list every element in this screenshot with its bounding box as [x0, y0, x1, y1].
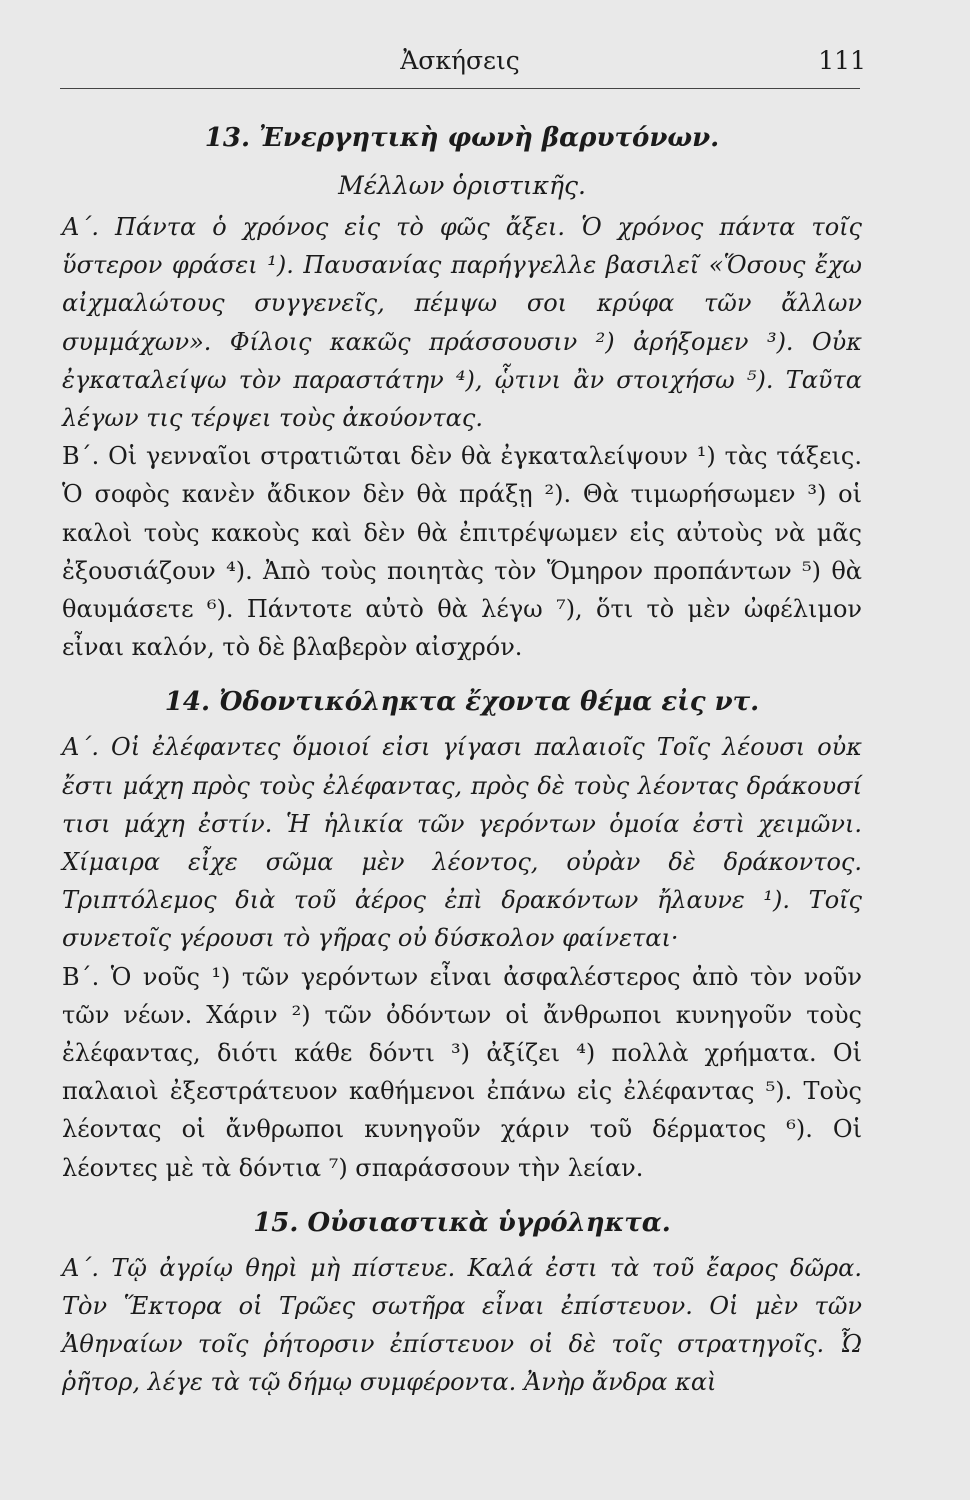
section-13-title: 13. Ἐνεργητικὴ φωνὴ βαρυτόνων.: [204, 123, 720, 153]
section-14-title: 14. Ὀδοντικόληκτα ἔχοντα θέμα εἰς ντ.: [164, 687, 760, 718]
page-header: [60, 40, 866, 89]
running-title: Ἀσκήσεις: [400, 46, 520, 75]
page-content: [62, 112, 862, 1402]
section-14-exercise-a: Α΄. Οἱ ἐλέφαντες ὅμοιοί εἰσι γίγασι παλαιοῖς Τοῖς λέουσι οὐκ ἔστι μάχη πρὸς τοὺς ἐλέφαντας, πρὸς δὲ τοὺς λέοντας δράκουσί τισι μάχη ἐστίν. Ἡ ἡλικία τῶν γερόντων ὁμοία ἐστὶ χειμῶνι. Χίμαιρα εἶχε σῶμα μὲν λέοντος, οὐρὰν δὲ δράκοντος. Τριπτόλεμος διὰ τοῦ ἀέρος ἐπὶ δρακόντων ἤλαυνε ¹). Τοῖς συνετοῖς γέρουσι τὸ γῆρας οὐ δύσκολον φαίνεται·: [62, 733, 862, 953]
section-14-exercise-b: Β΄. Ὁ νοῦς ¹) τῶν γερόντων εἶναι ἀσφαλέστερος ἀπὸ τὸν νοῦν τῶν νέων. Χάριν ²) τῶν ὀδόντων οἱ ἄνθρωποι κυνηγοῦν τοὺς ἐλέφαντας, διότι κάθε δόντι ³) ἀξίζει ⁴) πολλὰ χρήματα. Οἱ παλαιοὶ ἐξεστράτευον καθήμενοι ἐπάνω εἰς ἐλέφαντας ⁵). Τοὺς λέοντας οἱ ἄνθρωποι κυνηγοῦν χάριν τοῦ δέρματος ⁶). Οἱ λέοντες μὲ τὰ δόντια ⁷) σπαράσσουν τὴν λείαν.: [62, 962, 862, 1182]
section-15-title: 15. Οὐσιαστικὰ ὑγρόληκτα.: [253, 1207, 671, 1238]
section-13-exercise-a: Α΄. Πάντα ὁ χρόνος εἰς τὸ φῶς ἄξει. Ὁ χρόνος πάντα τοῖς ὕστερον φράσει ¹). Παυσανίας παρήγγελλε βασιλεῖ «Ὅσους ἔχω αἰχμαλώτους συγγενεῖς, πέμψω σοι κρύφα τῶν ἄλλων συμμάχων». Φίλοις κακῶς πράσσουσιν ²) ἀρήξομεν ³). Οὐκ ἐγκαταλείψω τὸν παραστάτην ⁴), ᾧτινι ἂν στοιχήσω ⁵). Ταῦτα λέγων τις τέρψει τοὺς ἀκούοντας.: [62, 213, 862, 433]
section-15-exercise-a: Α΄. Τῷ ἀγρίῳ θηρὶ μὴ πίστευε. Καλά ἐστι τὰ τοῦ ἔαρος δῶρα. Τὸν Ἕκτορα οἱ Τρῶες σωτῆρα εἶναι ἐπίστευον. Οἱ μὲν τῶν Ἀθηναίων τοῖς ῥήτορσιν ἐπίστευον οἱ δὲ τοῖς στρατηγοῖς. Ὦ ῥῆτορ, λέγε τὰ τῷ δήμῳ συμφέροντα. Ἀνὴρ ἄνδρα καὶ: [62, 1253, 862, 1397]
section-13-exercise-b: Β΄. Οἱ γενναῖοι στρατιῶται δὲν θὰ ἐγκαταλείψουν ¹) τὰς τάξεις. Ὁ σοφὸς κανὲν ἄδικον δὲν θὰ πράξῃ ²). Θὰ τιμωρήσωμεν ³) οἱ καλοὶ τοὺς κακοὺς καὶ δὲν θὰ ἐπιτρέψωμεν εἰς αὐτοὺς νὰ μᾶς ἐξουσιάζουν ⁴). Ἀπὸ τοὺς ποιητὰς τὸν Ὅμηρον προπάντων ⁵) θὰ θαυμάσετε ⁶). Πάντοτε αὐτὸ θὰ λέγω ⁷), ὅτι τὸ μὲν ὠφέλιμον εἶναι καλόν, τὸ δὲ βλαβερὸν αἰσχρόν.: [62, 442, 862, 662]
section-13-subtitle: Μέλλων ὁριστικῆς.: [338, 171, 586, 200]
page-number: 111: [818, 46, 866, 75]
